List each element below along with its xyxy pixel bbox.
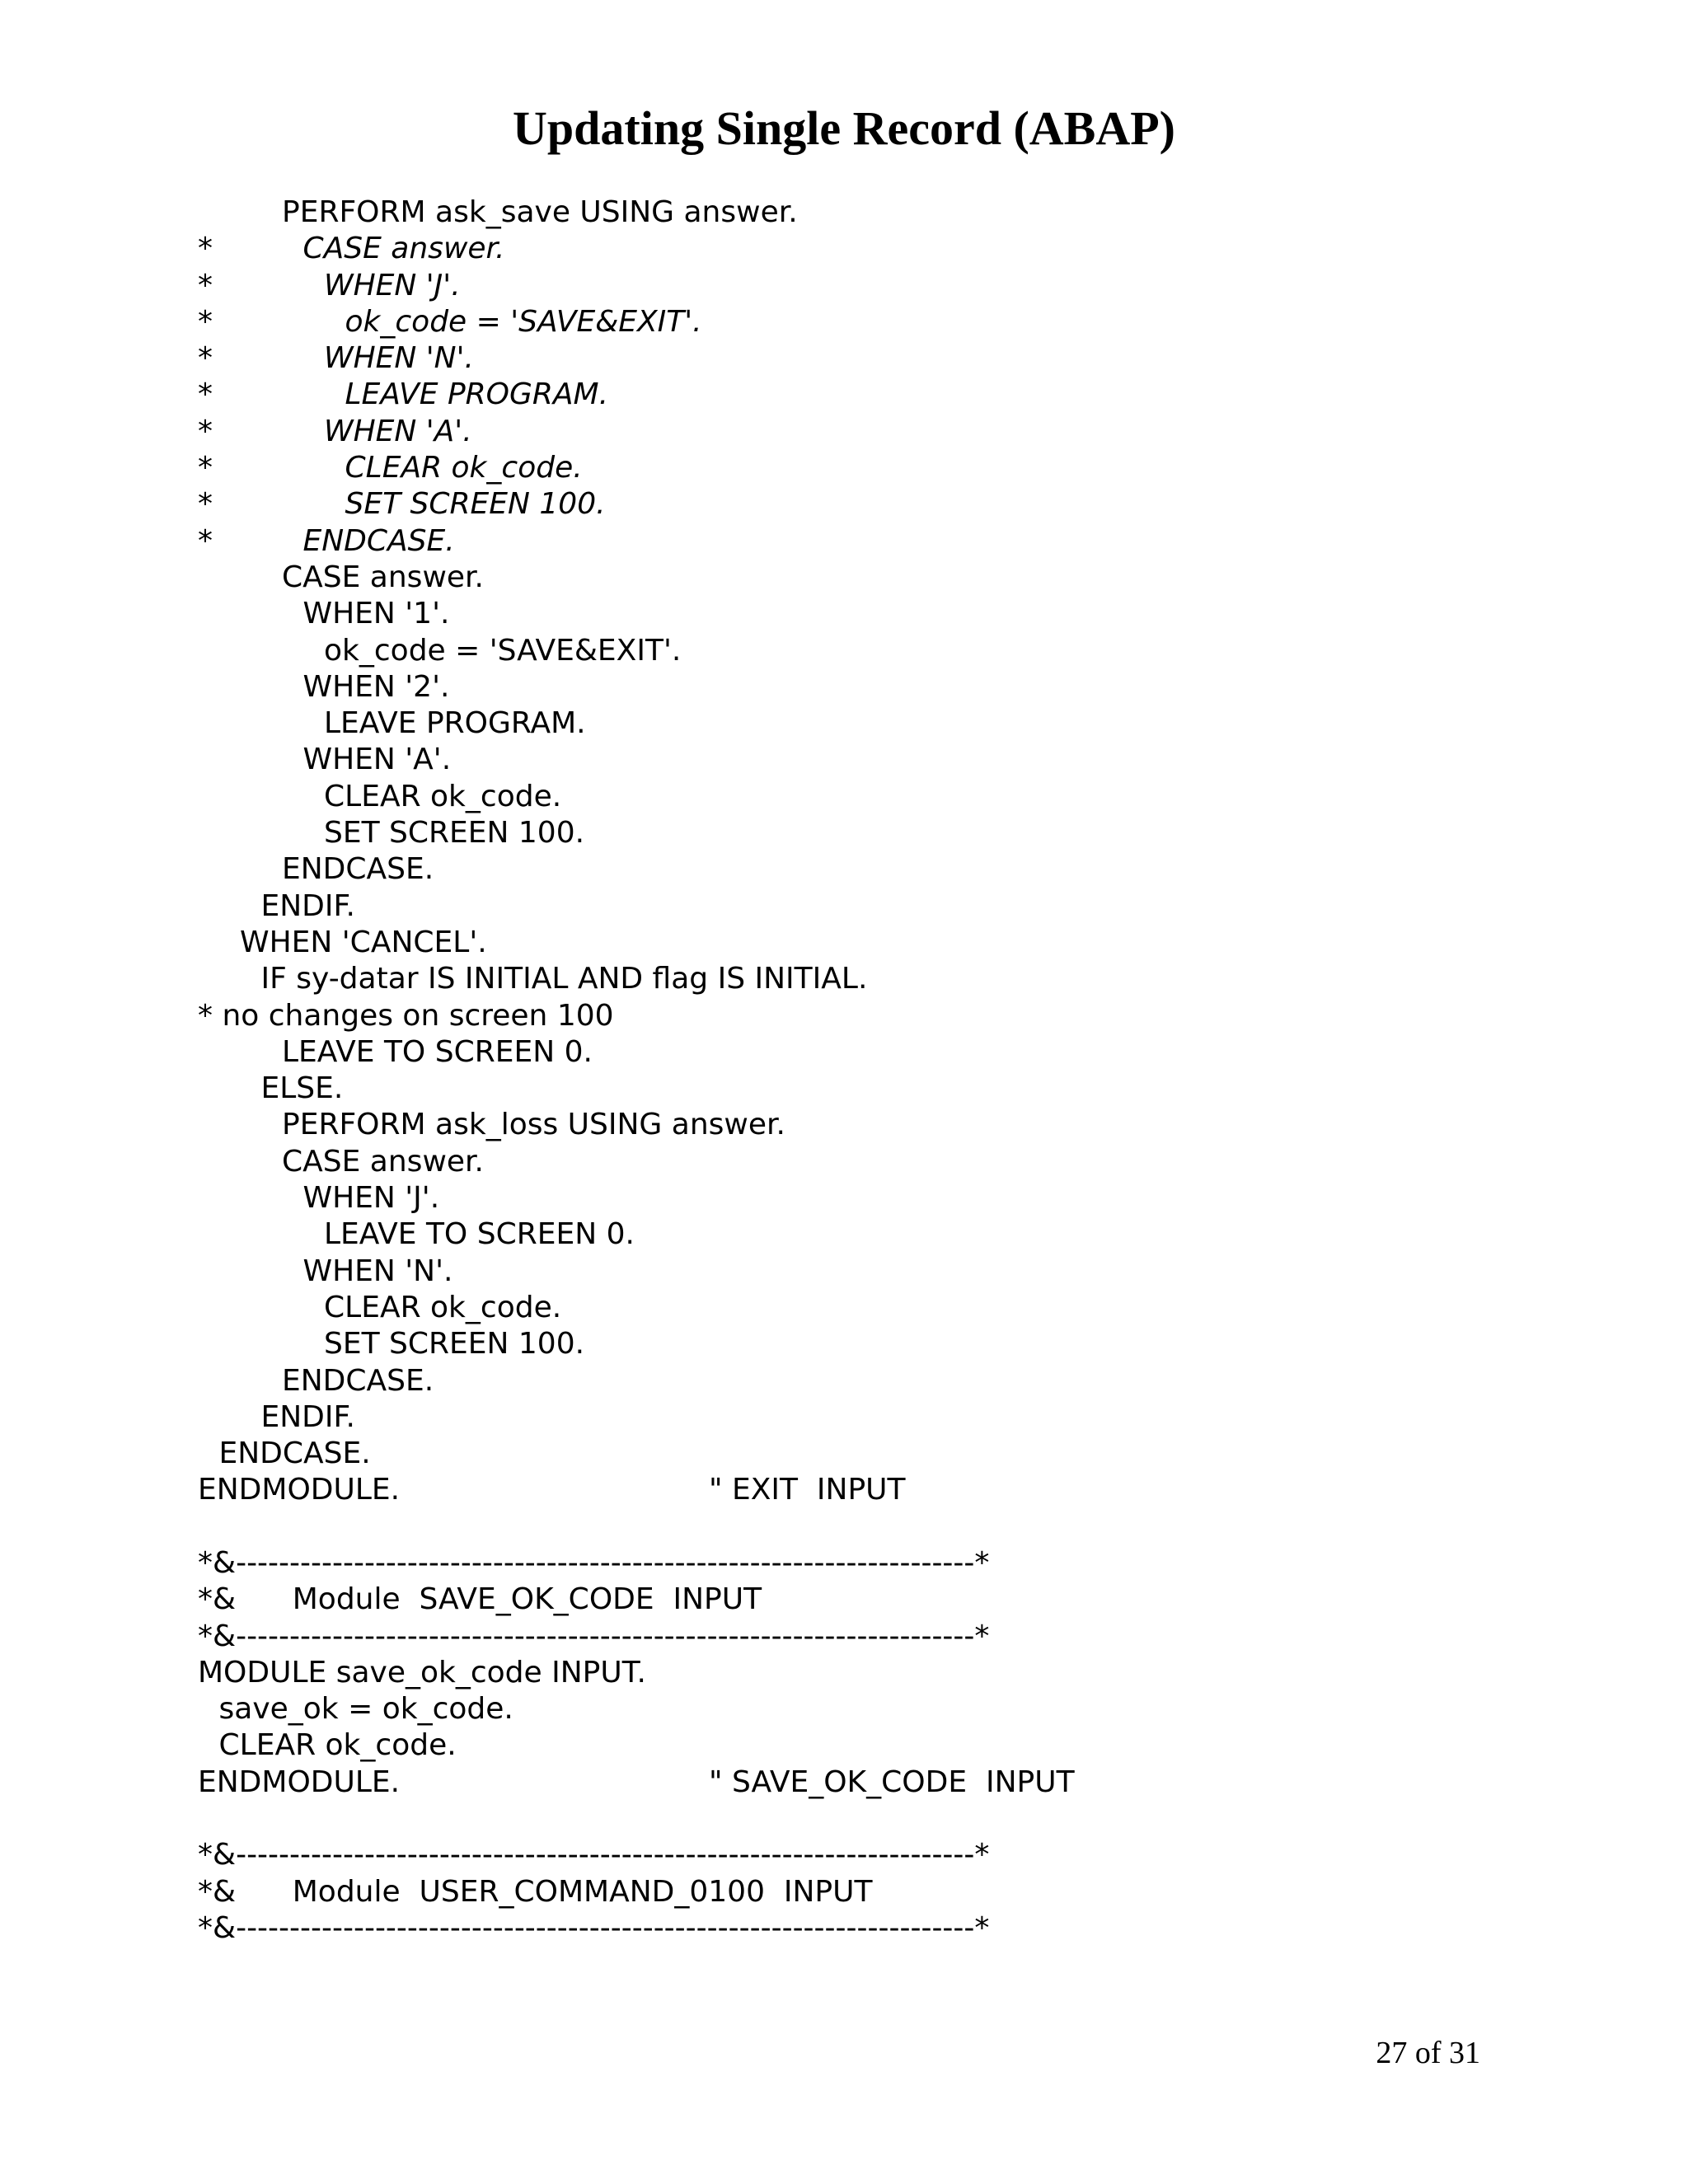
code-text: CLEAR ok_code. [345, 451, 583, 485]
code-line [198, 1254, 1599, 1290]
code-line [198, 1691, 1599, 1727]
code-text: WHEN 'J'. [302, 1181, 440, 1216]
page-title: Updating Single Record (ABAP) [513, 101, 1175, 155]
code-line [198, 231, 1599, 267]
code-text: ENDIF. [260, 888, 355, 923]
code-line [198, 815, 1599, 851]
code-line [198, 268, 1599, 304]
code-text: WHEN 'J'. [324, 268, 461, 302]
code-line [198, 1326, 1599, 1362]
code-line [198, 1874, 1599, 1910]
code-line [198, 1363, 1599, 1399]
code-line [198, 1655, 1599, 1691]
code-line [198, 1107, 1599, 1143]
code-text: ENDIF. [260, 1399, 355, 1434]
code-line [198, 486, 1599, 523]
code-text: ENDMODULE. [198, 1473, 401, 1507]
code-line [198, 1144, 1599, 1180]
code-text: WHEN 'A'. [324, 414, 472, 448]
code-line [198, 1910, 1599, 1947]
code-line [198, 779, 1599, 815]
code-line [198, 1765, 1599, 1801]
code-text: CLEAR ok_code. [324, 779, 562, 813]
code-text: ENDCASE. [302, 523, 455, 558]
code-line [198, 1545, 1599, 1582]
code-text: WHEN 'CANCEL'. [240, 925, 487, 959]
comment-marker: * [198, 487, 213, 522]
comment-marker: * [198, 341, 213, 376]
code-listing [198, 194, 1599, 1947]
code-text: *& Module SAVE_OK_CODE INPUT [198, 1582, 762, 1617]
code-line [198, 1071, 1599, 1107]
code-text: WHEN 'A'. [302, 743, 452, 777]
code-text: CLEAR ok_code. [218, 1728, 457, 1763]
code-text: LEAVE TO SCREEN 0. [282, 1034, 593, 1069]
code-line [198, 1619, 1599, 1655]
code-text: *&---------------------------------------------------------------------* [198, 1619, 990, 1653]
code-line [198, 194, 1599, 231]
code-text: ENDMODULE. [198, 1765, 401, 1799]
code-text: ENDCASE. [282, 1363, 434, 1398]
comment-marker: * [198, 268, 213, 302]
code-text: SET SCREEN 100. [345, 487, 606, 522]
code-line [198, 596, 1599, 632]
code-text: CASE answer. [282, 560, 484, 594]
code-text: MODULE save_ok_code INPUT. [198, 1655, 646, 1690]
code-text: CASE answer. [302, 232, 505, 266]
code-line [198, 377, 1599, 413]
code-text: PERFORM ask_loss USING answer. [282, 1108, 785, 1142]
comment-marker: * [198, 304, 213, 339]
code-text: LEAVE PROGRAM. [324, 706, 586, 741]
code-line [198, 340, 1599, 377]
code-text: * no changes on screen 100 [198, 998, 614, 1033]
code-line [198, 1034, 1599, 1071]
code-line [198, 1582, 1599, 1618]
code-text: WHEN '1'. [302, 597, 450, 631]
comment-marker: * [198, 451, 213, 485]
code-line [198, 523, 1599, 560]
code-trailing-comment: " SAVE_OK_CODE INPUT [709, 1765, 1075, 1799]
code-line [198, 1436, 1599, 1472]
code-line [198, 1509, 1599, 1545]
code-line [198, 998, 1599, 1034]
code-line [198, 961, 1599, 997]
code-line [198, 1727, 1599, 1764]
code-text: *& Module USER_COMMAND_0100 INPUT [198, 1874, 873, 1909]
code-line [198, 304, 1599, 340]
code-text: IF sy-datar IS INITIAL AND flag IS INITIAL. [260, 962, 868, 996]
code-text: WHEN 'N'. [324, 341, 474, 376]
code-text: ok_code = 'SAVE&EXIT'. [345, 304, 702, 339]
code-line [198, 1837, 1599, 1873]
code-text: WHEN 'N'. [302, 1254, 453, 1288]
code-text: WHEN '2'. [302, 669, 450, 704]
code-line [198, 560, 1599, 596]
code-text: PERFORM ask_save USING answer. [282, 195, 798, 229]
code-line [198, 888, 1599, 925]
code-line [198, 1180, 1599, 1216]
code-line [198, 1472, 1599, 1508]
code-line [198, 633, 1599, 669]
code-trailing-comment: " EXIT INPUT [709, 1473, 906, 1507]
code-line [198, 851, 1599, 888]
code-text: *&---------------------------------------------------------------------* [198, 1838, 990, 1872]
code-line [198, 742, 1599, 778]
code-text: SET SCREEN 100. [324, 1327, 585, 1361]
code-text: *&---------------------------------------------------------------------* [198, 1545, 990, 1580]
code-line [198, 414, 1599, 450]
code-text: LEAVE TO SCREEN 0. [324, 1217, 635, 1252]
comment-marker: * [198, 414, 213, 448]
code-text: ENDCASE. [218, 1436, 371, 1471]
code-line [198, 1399, 1599, 1436]
code-text: ENDCASE. [282, 852, 434, 887]
code-text: LEAVE PROGRAM. [345, 377, 609, 412]
code-line [198, 1216, 1599, 1253]
code-text: *&---------------------------------------------------------------------* [198, 1910, 990, 1945]
code-text: CASE answer. [282, 1144, 484, 1179]
code-line [198, 450, 1599, 486]
code-line [198, 925, 1599, 961]
page-number: 27 of 31 [1376, 2036, 1480, 2070]
code-text: SET SCREEN 100. [324, 816, 585, 851]
code-text: ELSE. [260, 1071, 344, 1106]
code-text: ok_code = 'SAVE&EXIT'. [324, 633, 682, 668]
comment-marker: * [198, 377, 213, 412]
code-line [198, 1290, 1599, 1326]
comment-marker: * [198, 232, 213, 266]
code-text: save_ok = ok_code. [218, 1692, 513, 1727]
comment-marker: * [198, 523, 213, 558]
code-line [198, 705, 1599, 742]
code-text: CLEAR ok_code. [324, 1290, 562, 1324]
code-line [198, 669, 1599, 705]
code-line [198, 1801, 1599, 1837]
